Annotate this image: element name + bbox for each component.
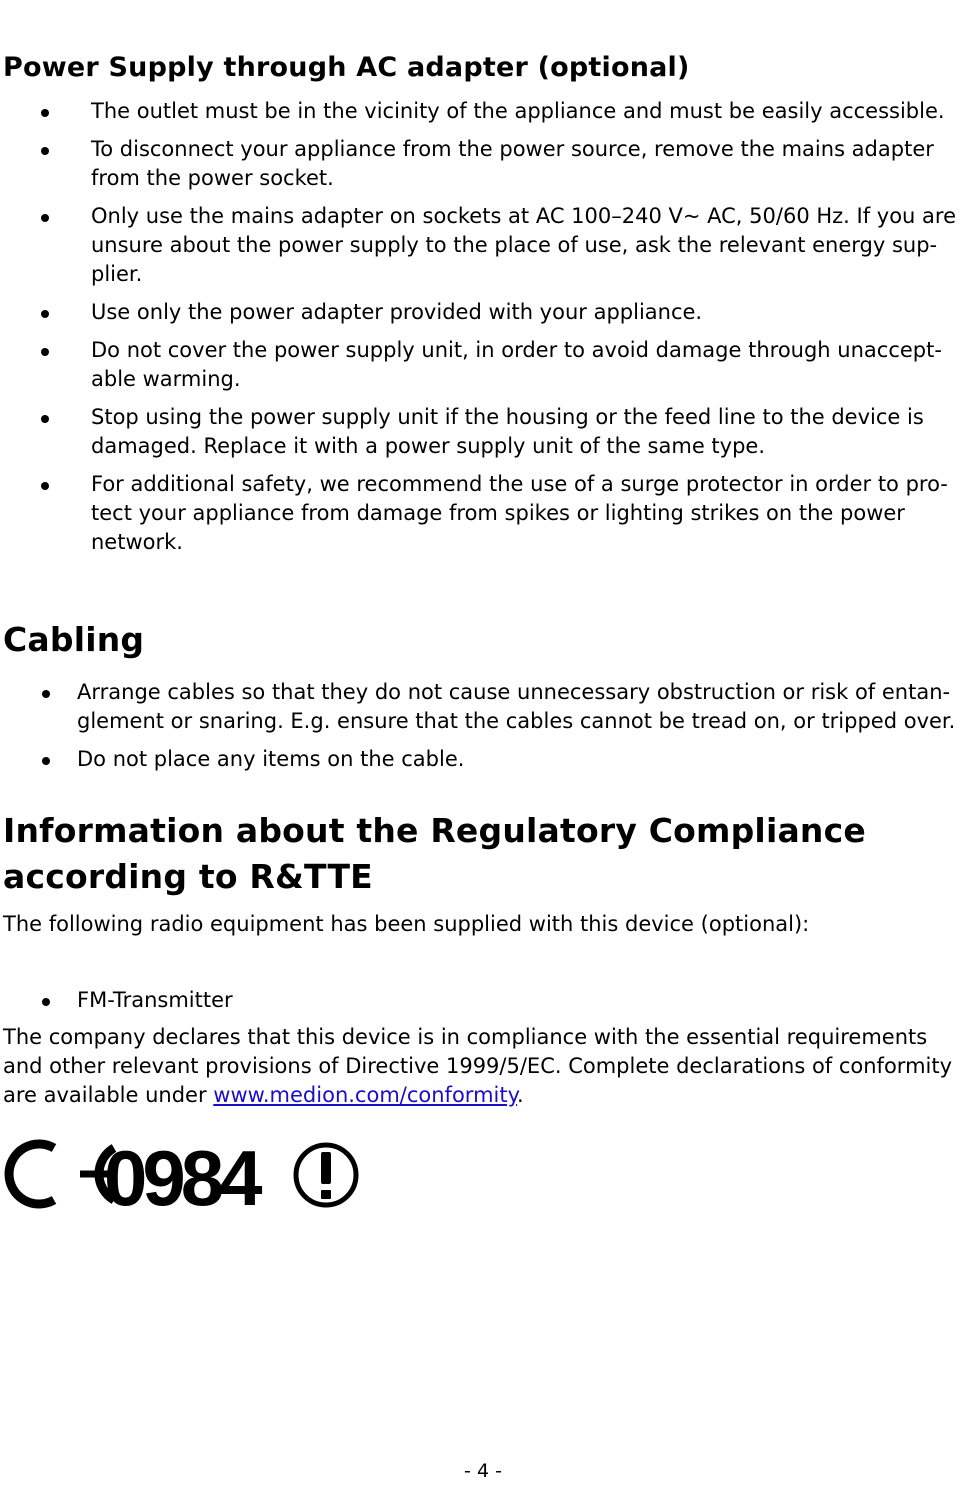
ce-c-letter (9, 1144, 54, 1204)
list-item: Use only the power adapter provided with your appliance. (91, 298, 966, 327)
notified-body-number: 0984 (104, 1134, 258, 1216)
list-item: Only use the mains adapter on sockets at AC 100–240 V~ AC, 50/60 Hz. If you are unsure about the power supply to the place of use, ask the relevant energy sup-plier. (91, 202, 966, 289)
alert-exclamation-bar (321, 1152, 331, 1184)
list-item: For additional safety, we recommend the use of a surge protector in order to pro-tect your appliance from damage from spikes or lighting strikes on the power network. (91, 470, 966, 557)
list-item: Do not cover the power supply unit, in order to avoid damage through unaccept-able warming. (91, 336, 966, 394)
bullet-icon (41, 310, 49, 318)
bullet-icon (42, 998, 50, 1006)
regulatory-intro: The following radio equipment has been supplied with this device (optional): (3, 912, 810, 936)
bullet-icon (41, 348, 49, 356)
alert-exclamation-dot (321, 1190, 331, 1199)
compliance-statement: The company declares that this device is in compliance with the essential requirements and other relevant provisions of Directive 1999/5/EC. Complete declarations of conformity are available under www.medion.com/conformity. (3, 1025, 953, 1107)
ce-mark-logo (2, 1132, 362, 1216)
bullet-icon (42, 757, 50, 765)
section-heading-regulatory: Information about the Regulatory Compliance according to R&TTE (3, 811, 866, 896)
bullet-icon (41, 147, 49, 155)
conformity-link[interactable]: www.medion.com/conformity (213, 1083, 518, 1107)
cabling-list (77, 678, 966, 783)
list-item: To disconnect your appliance from the power source, remove the mains adapter from the power socket. (91, 135, 966, 193)
list-item: Do not place any items on the cable. (77, 745, 966, 774)
bullet-icon (42, 690, 50, 698)
list-item: Arrange cables so that they do not cause unnecessary obstruction or risk of entan-glement or snaring. E.g. ensure that the cables cannot be tread on, or tripped over. (77, 678, 966, 736)
radio-equipment-list (77, 986, 966, 1015)
bullet-icon (41, 214, 49, 222)
list-item: The outlet must be in the vicinity of the appliance and must be easily accessible. (91, 97, 966, 126)
list-item: FM-Transmitter (77, 986, 966, 1015)
page-number: - 4 - (464, 1460, 502, 1482)
section-heading-power-supply: Power Supply through AC adapter (optional) (3, 52, 690, 83)
list-item: Stop using the power supply unit if the housing or the feed line to the device is damaged. Replace it with a power supply unit of the same type. (91, 403, 966, 461)
section-heading-cabling: Cabling (3, 620, 145, 659)
bullet-icon (41, 415, 49, 423)
bullet-icon (41, 109, 49, 117)
bullet-icon (41, 482, 49, 490)
power-supply-list (91, 97, 966, 566)
